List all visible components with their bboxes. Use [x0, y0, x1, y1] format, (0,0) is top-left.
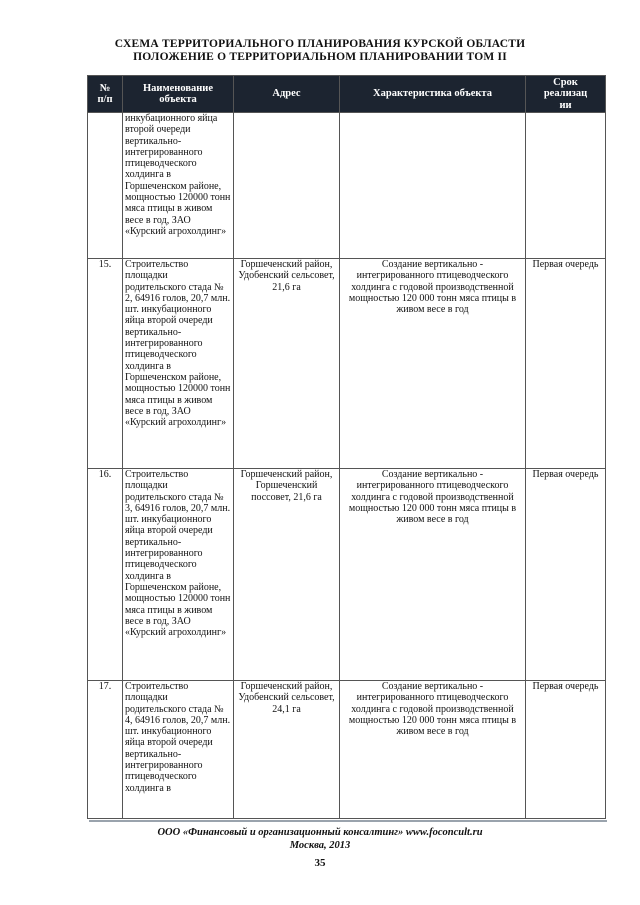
cell-characteristic — [340, 113, 526, 259]
col-header-address: Адрес — [234, 76, 340, 113]
cell-num — [88, 113, 123, 259]
header-line-2: ПОЛОЖЕНИЕ О ТЕРРИТОРИАЛЬНОМ ПЛАНИРОВАНИИ ТОМ II — [133, 51, 507, 63]
cell-characteristic: Создание вертикально - интегрированного птицеводческого холдинга с годовой производственной мощностью 120 000 тонн мяса птицы в живом весе в год — [340, 259, 526, 469]
table-header-row — [88, 76, 606, 113]
cell-name: Строительство площадки родительского стада № 4, 64916 голов, 20,7 млн. шт. инкубационного яйца второй очереди вертикально-интегрированного птицеводческого холдинга в — [123, 681, 234, 819]
col-header-term: Срок реализац ии — [526, 76, 606, 113]
cell-characteristic: Создание вертикально - интегрированного птицеводческого холдинга с годовой производственной мощностью 120 000 тонн мяса птицы в живом весе в год — [340, 681, 526, 819]
cell-characteristic: Создание вертикально - интегрированного птицеводческого холдинга с годовой производственной мощностью 120 000 тонн мяса птицы в живом весе в год — [340, 469, 526, 681]
cell-num: 16. — [88, 469, 123, 681]
col-header-num: № п/п — [88, 76, 123, 113]
document-header — [0, 38, 640, 64]
cell-address: Горшеченский район, Удобенский сельсовет, 24,1 га — [234, 681, 340, 819]
objects-table — [87, 75, 606, 819]
cell-term — [526, 113, 606, 259]
col-header-characteristic: Характеристика объекта — [340, 76, 526, 113]
cell-address — [234, 113, 340, 259]
cell-num: 15. — [88, 259, 123, 469]
page-number: 35 — [314, 857, 326, 869]
cell-num: 17. — [88, 681, 123, 819]
cell-name: инкубационного яйца второй очереди вертикально-интегрированного птицеводческого холдинга в Горшеченском районе, мощностью 120000 тонн мяса птицы в живом весе в год, ЗАО «Курский агрохолдинг» — [123, 113, 234, 259]
cell-term: Первая очередь — [526, 469, 606, 681]
table-row — [88, 469, 606, 681]
col-header-name: Наименование объекта — [123, 76, 234, 113]
table-bottom-shadow — [89, 820, 607, 822]
cell-term: Первая очередь — [526, 681, 606, 819]
footer-city-year: Москва, 2013 — [289, 840, 351, 851]
cell-term: Первая очередь — [526, 259, 606, 469]
footer-organization: ООО «Финансовый и организационный консалтинг» www.foconcult.ru — [157, 827, 483, 838]
header-line-1: СХЕМА ТЕРРИТОРИАЛЬНОГО ПЛАНИРОВАНИЯ КУРСКОЙ ОБЛАСТИ — [114, 38, 526, 50]
cell-name: Строительство площадки родительского стада № 3, 64916 голов, 20,7 млн. шт. инкубационного яйца второй очереди вертикально-интегрированного птицеводческого холдинга в Горшеченском районе, мощностью 120000 тонн мяса птицы в живом весе в год, ЗАО «Курский агрохолдинг» — [123, 469, 234, 681]
table-row-continuation — [88, 113, 606, 259]
table-row — [88, 259, 606, 469]
cell-address: Горшеченский район, Удобенский сельсовет, 21,6 га — [234, 259, 340, 469]
table-row — [88, 681, 606, 819]
cell-address: Горшеченский район, Горшеченский поссовет, 21,6 га — [234, 469, 340, 681]
cell-name: Строительство площадки родительского стада № 2, 64916 голов, 20,7 млн. шт. инкубационного яйца второй очереди вертикально-интегрированного птицеводческого холдинга в Горшеченском районе, мощностью 120000 тонн мяса птицы в живом весе в год, ЗАО «Курский агрохолдинг» — [123, 259, 234, 469]
